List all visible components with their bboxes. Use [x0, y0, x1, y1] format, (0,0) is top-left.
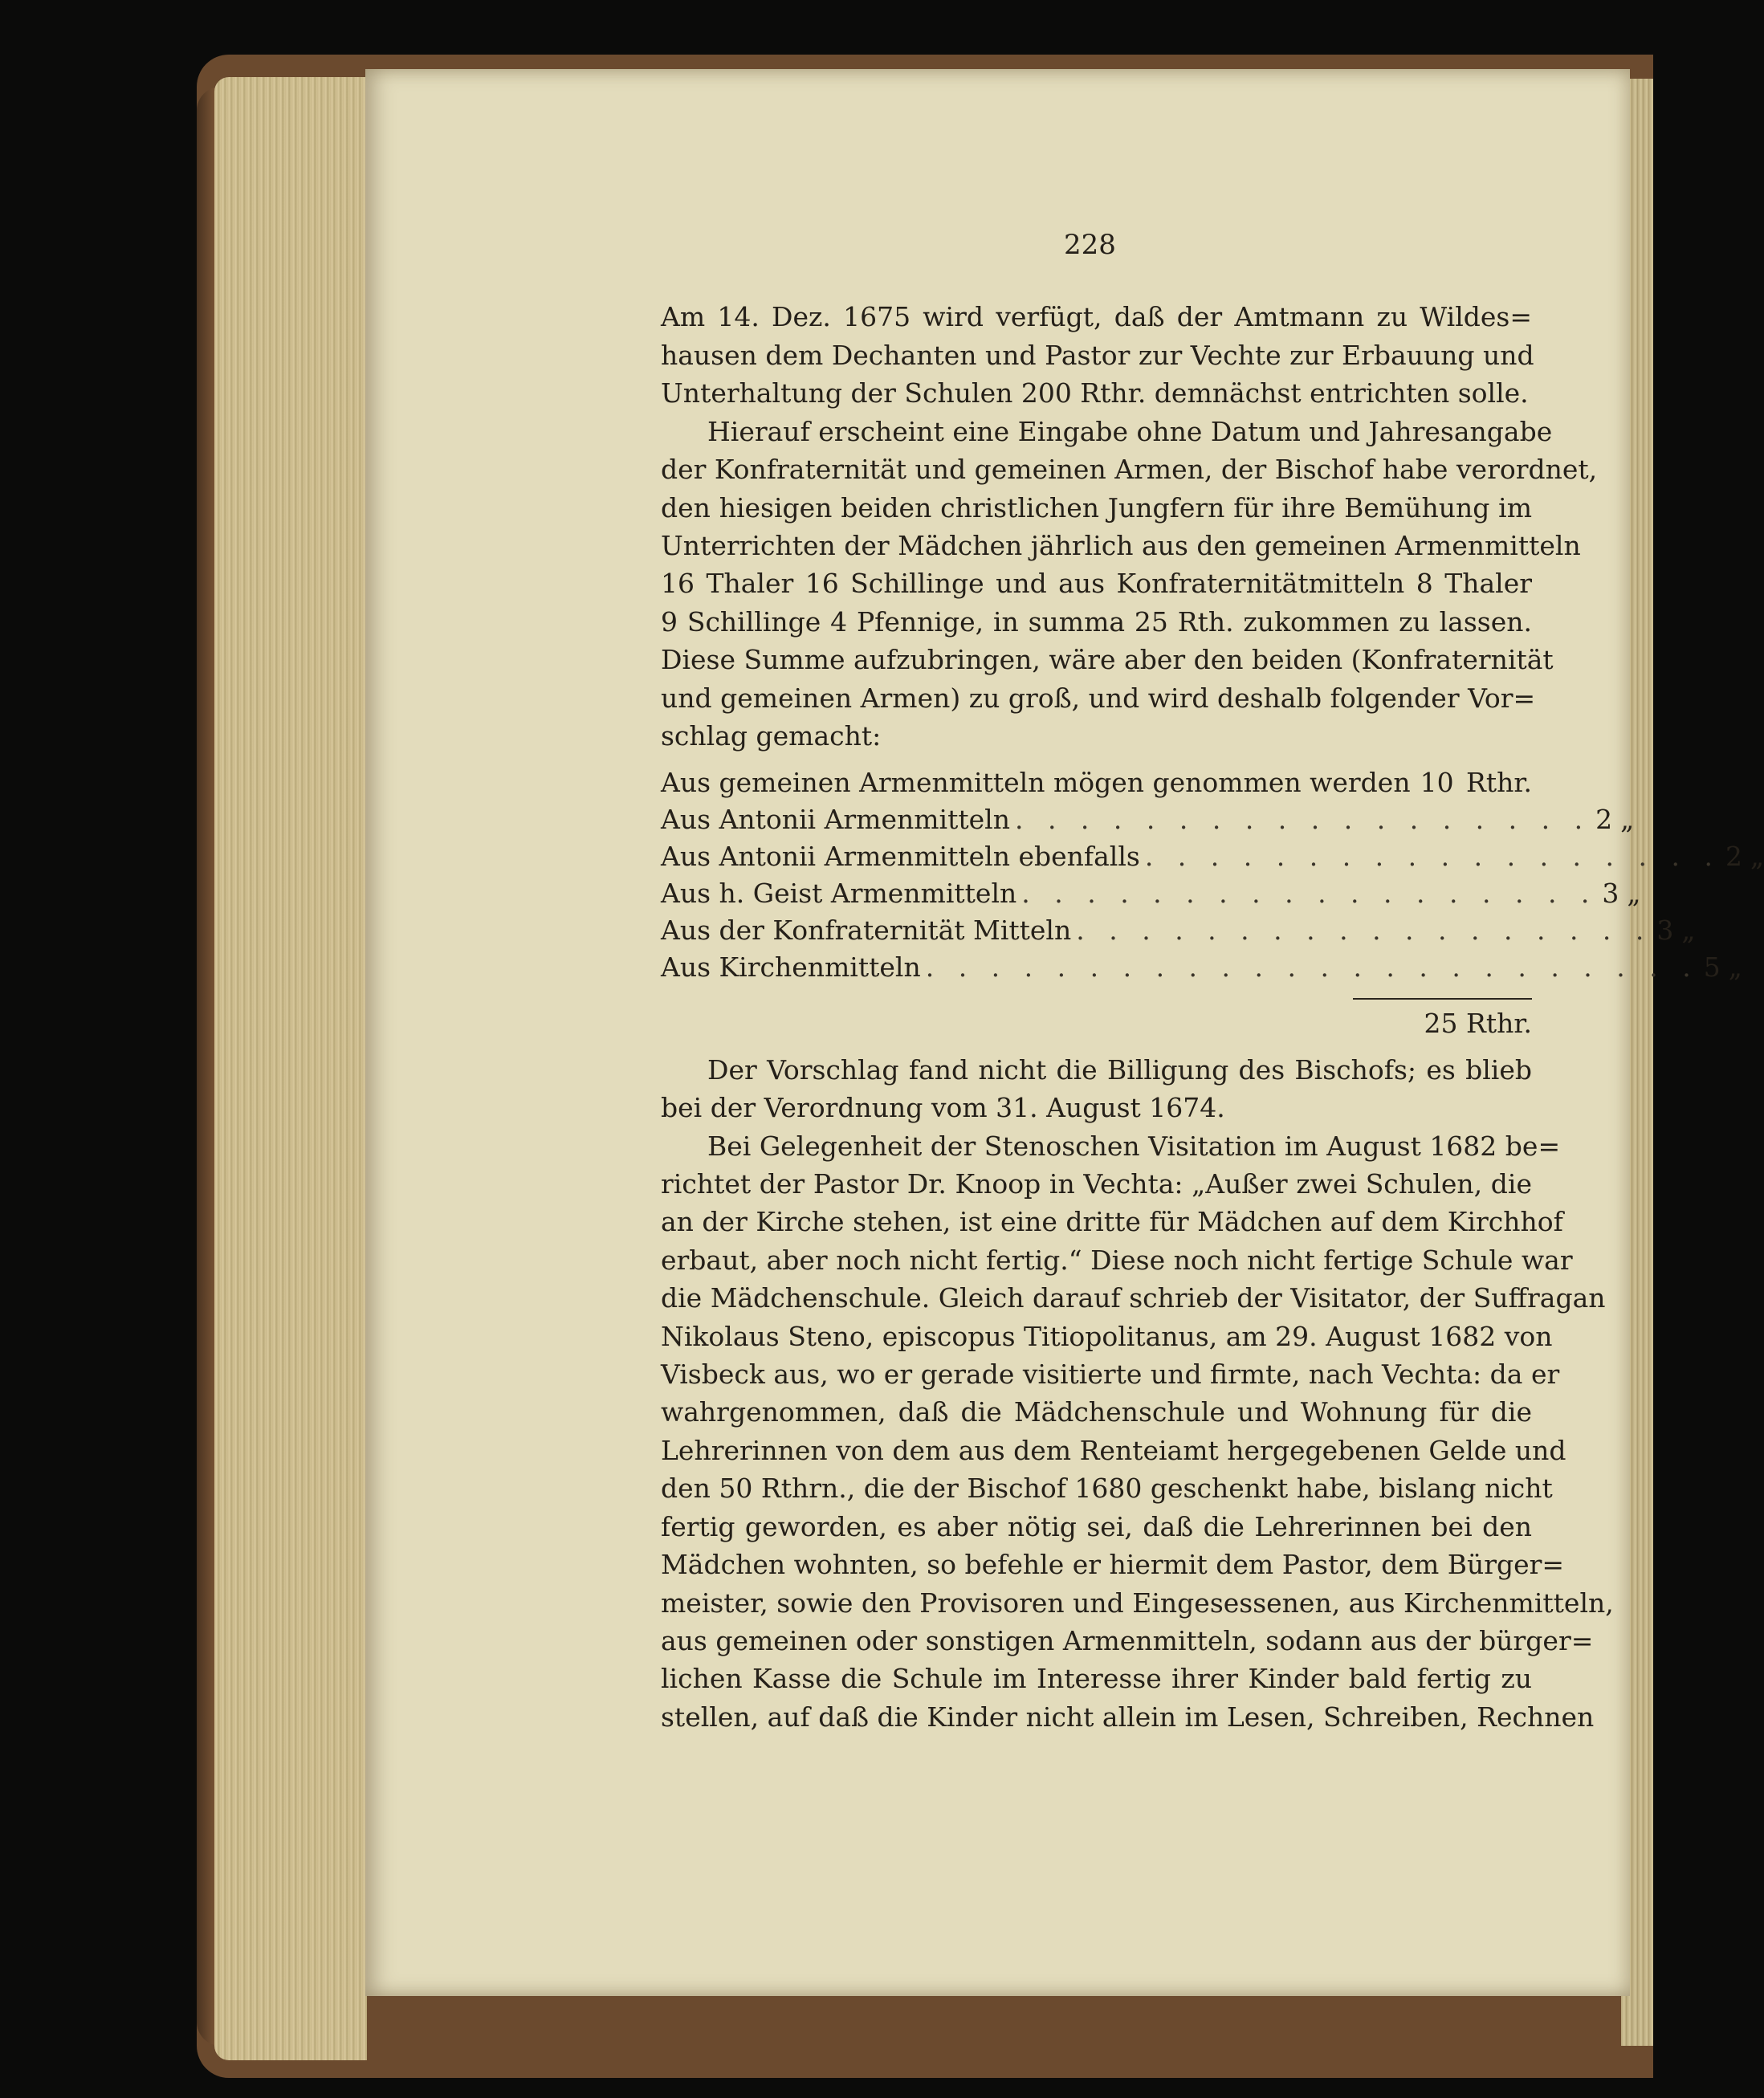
text-line: Nikolaus Steno, episcopus Titiopolitanus, am 29. August 1682 von: [661, 1321, 1553, 1352]
text-line: Visbeck aus, wo er gerade visitierte und firmte, nach Vechta: da er: [661, 1359, 1560, 1390]
text-line: Hierauf erscheint eine Eingabe ohne Datum und Jahresangabe: [707, 416, 1553, 447]
sum-rule: [1353, 998, 1532, 1000]
ledger-amount: 3: [1602, 878, 1619, 909]
ledger-dots: . . . . . . . . . . . . . . . . . . . . . . . .: [925, 951, 1699, 983]
text-line: und gemeinen Armen) zu groß, und wird deshalb folgender Vor=: [661, 682, 1536, 714]
ledger-dots: . . . . . . . . . . . . . . . . . .: [1021, 878, 1598, 909]
text-line: 16 Thaler 16 Schillinge und aus Konfraternitätmitteln 8 Thaler: [661, 568, 1532, 599]
text-line: bei der Verordnung vom 31. August 1674.: [661, 1092, 1225, 1123]
ledger-row: [661, 767, 1532, 804]
ledger-amount: 2: [1595, 804, 1613, 835]
text-line: der Konfraternität und gemeinen Armen, der Bischof habe verordnet,: [661, 454, 1598, 485]
ledger-unit: „: [1681, 915, 1696, 946]
text-line: Am 14. Dez. 1675 wird verfügt, daß der Amtmann zu Wildes=: [661, 301, 1532, 332]
ledger-unit: „: [1620, 804, 1635, 835]
ledger-unit: Rthr.: [1465, 767, 1532, 798]
ledger-unit: „: [1728, 951, 1742, 983]
page-number: 228: [1064, 229, 1116, 261]
text-line: den 50 Rthrn., die der Bischof 1680 geschenkt habe, bislang nicht: [661, 1473, 1553, 1504]
ledger-row: [661, 951, 1742, 988]
ledger-label: Aus h. Geist Armenmitteln: [661, 878, 1017, 909]
text-line: stellen, auf daß die Kinder nicht allein im Lesen, Schreiben, Rechnen: [661, 1701, 1595, 1733]
text-line: Der Vorschlag fand nicht die Billigung des Bischofs; es blieb: [707, 1054, 1532, 1086]
text-line: den hiesigen beiden christlichen Jungfern für ihre Bemühung im: [661, 492, 1532, 523]
ledger-unit: „: [1750, 841, 1764, 872]
text-line: meister, sowie den Provisoren und Eingesessenen, aus Kirchenmitteln,: [661, 1587, 1614, 1619]
ledger-row: [661, 878, 1641, 915]
ledger-amount: 10: [1420, 767, 1454, 798]
ledger-row: [661, 915, 1696, 951]
text-line: Bei Gelegenheit der Stenoschen Visitation im August 1682 be=: [707, 1130, 1561, 1162]
text-line: lichen Kasse die Schule im Interesse ihrer Kinder bald fertig zu: [661, 1663, 1532, 1694]
ledger-amount: 5: [1703, 951, 1721, 983]
ledger-label: Aus Antonii Armenmitteln: [661, 804, 1010, 835]
ledger-unit: „: [1627, 878, 1641, 909]
ledger-amount: 3: [1656, 915, 1674, 946]
ledger-label: Aus der Konfraternität Mitteln: [661, 915, 1072, 946]
ledger-dots: . . . . . . . . . . . . . . . . . .: [1076, 915, 1652, 946]
ledger-total: 25 Rthr.: [1424, 1008, 1532, 1039]
text-line: aus gemeinen oder sonstigen Armenmitteln, sodann aus der bürger=: [661, 1625, 1594, 1656]
ledger-dots: . . . . . . . . . . . . . . . . . .: [1144, 841, 1721, 872]
ledger-label: Aus gemeinen Armenmitteln mögen genommen werden: [661, 767, 1411, 798]
text-line: schlag gemacht:: [661, 720, 882, 752]
text-line: die Mädchenschule. Gleich darauf schrieb der Visitator, der Suffragan: [661, 1282, 1606, 1314]
text-line: an der Kirche stehen, ist eine dritte für Mädchen auf dem Kirchhof: [661, 1206, 1563, 1237]
ledger-label: Aus Kirchenmitteln: [661, 951, 921, 983]
text-line: Mädchen wohnten, so befehle er hiermit dem Pastor, dem Bürger=: [661, 1549, 1565, 1580]
text-line: Lehrerinnen von dem aus dem Renteiamt hergegebenen Gelde und: [661, 1435, 1566, 1466]
text-line: wahrgenommen, daß die Mädchenschule und Wohnung für die: [661, 1396, 1532, 1428]
ledger-row: [661, 804, 1635, 841]
text-line: fertig geworden, es aber nötig sei, daß die Lehrerinnen bei den: [661, 1511, 1532, 1542]
text-line: 9 Schillinge 4 Pfennige, in summa 25 Rth. zukommen zu lassen.: [661, 606, 1532, 638]
ledger-dots: . . . . . . . . . . . . . . . . . .: [1014, 804, 1591, 835]
text-line: hausen dem Dechanten und Pastor zur Vechte zur Erbauung und: [661, 340, 1534, 371]
page-edges: [214, 77, 367, 2060]
text-line: Diese Summe aufzubringen, wäre aber den beiden (Konfraternität: [661, 644, 1554, 675]
text-line: Unterrichten der Mädchen jährlich aus den gemeinen Armenmitteln: [661, 530, 1581, 561]
ledger-row: [661, 841, 1764, 878]
ledger-label: Aus Antonii Armenmitteln ebenfalls: [661, 841, 1140, 872]
ledger-amount: 2: [1725, 841, 1742, 872]
text-line: Unterhaltung der Schulen 200 Rthr. demnächst entrichten solle.: [661, 377, 1529, 409]
text-line: erbaut, aber noch nicht fertig.“ Diese noch nicht fertige Schule war: [661, 1245, 1573, 1276]
text-line: richtet der Pastor Dr. Knoop in Vechta: „Außer zwei Schulen, die: [661, 1168, 1532, 1200]
